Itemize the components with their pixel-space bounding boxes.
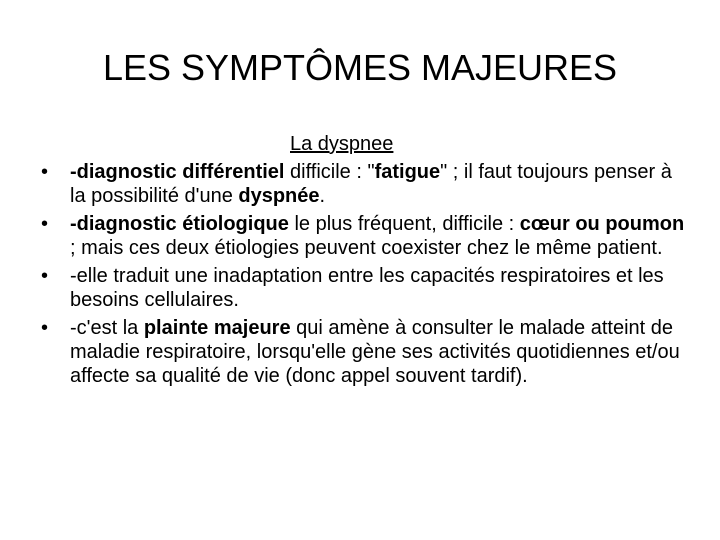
bullet-text-part: dyspnée [238,185,320,207]
bullet-text-part: fatigue [374,161,441,183]
bullet-text [70,161,672,207]
bullet-text-part: . [319,185,326,207]
bullet-dot-icon: • [41,161,49,183]
bullet-text-part: -elle traduit une inadaptation entre les capacités respiratoires et les besoins cellulaires. [70,265,664,311]
bullet-text-part: le plus fréquent, difficile : [288,213,520,235]
bullet-text [70,265,664,311]
bullet-text-part: -diagnostic différentiel [70,161,285,183]
bullet-text [70,213,684,259]
section-subtitle: La dyspnee [290,133,394,155]
bullet-dot-icon: • [41,317,49,339]
bullet-text-part: plainte majeure [143,317,291,339]
bullet-text-part: ; mais ces deux étiologies peuvent coexister chez le même patient. [70,237,663,259]
bullet-text-part: " ; il faut toujours penser à la possibilité d'une [70,161,672,207]
bullet-text-part: -c'est la [70,317,144,339]
slide-title: LES SYMPTÔMES MAJEURES [102,47,618,88]
bullet-list [0,160,720,392]
bullet-item [0,212,690,260]
bullet-item [0,264,690,312]
bullet-dot-icon: • [41,265,49,287]
bullet-text [70,317,680,387]
bullet-item [0,316,690,388]
bullet-text-part: cœur ou poumon [519,213,685,235]
bullet-text-part: qui amène à consulter le malade atteint de maladie respiratoire, lorsqu'elle gène ses activités quotidiennes et/ou affecte sa qualité de vie (donc appel souvent tardif). [70,317,680,387]
bullet-item [0,160,690,208]
bullet-dot-icon: • [41,213,49,235]
bullet-text-part: difficile : " [284,161,375,183]
bullet-text-part: -diagnostic étiologique [70,213,289,235]
